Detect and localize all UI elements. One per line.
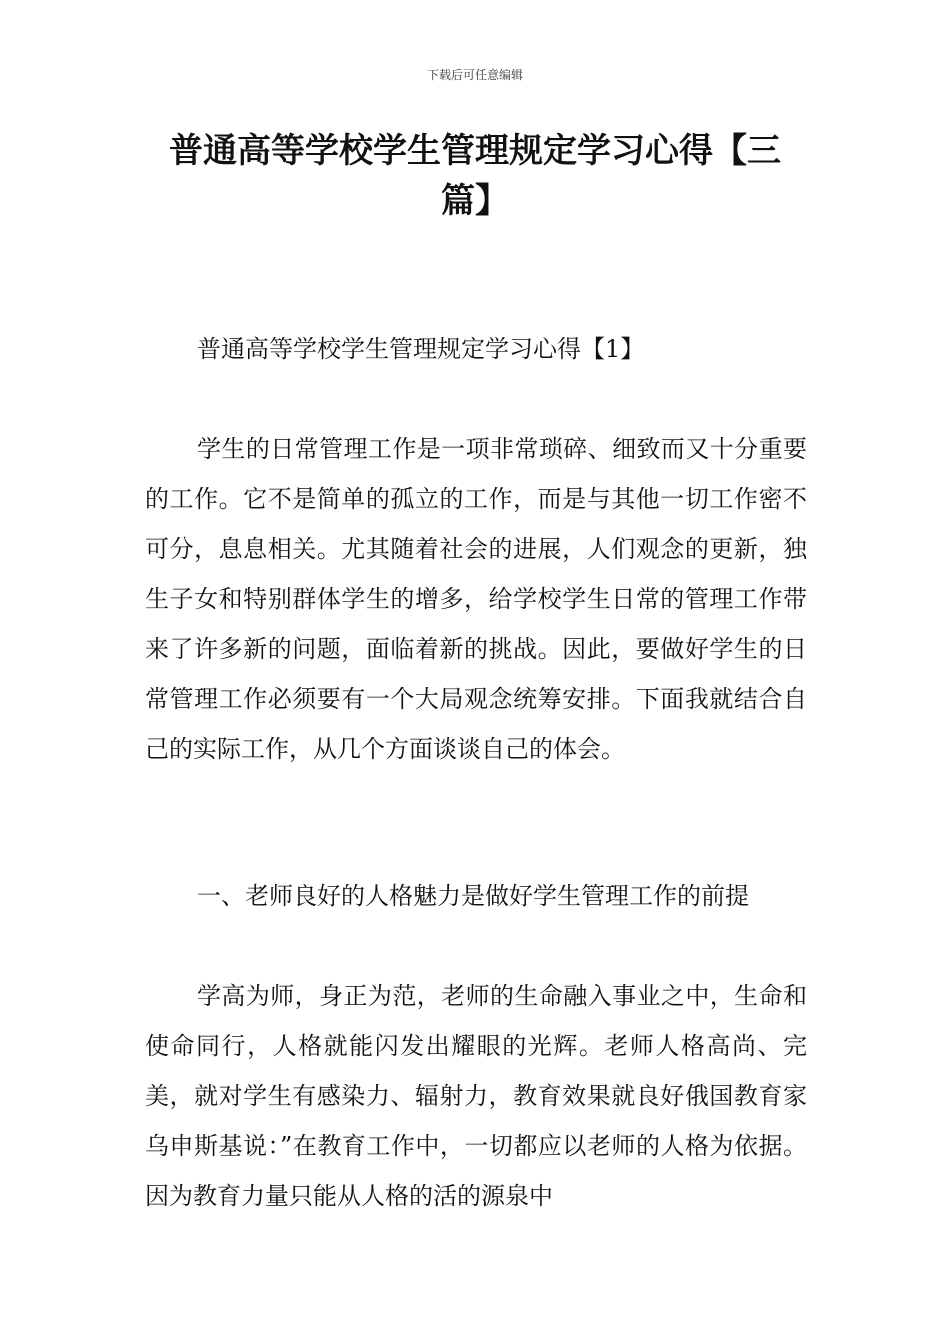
paragraph-intro: 学生的日常管理工作是一项非常琐碎、细致而又十分重要的工作。它不是简单的孤立的工作，而是与其他一切工作密不可分，息息相关。尤其随着社会的进展，人们观念的更新，独生子女和特别群体学生的增多，给学校学生日常的管理工作带来了许多新的问题，面临着新的挑战。因此，要做好学生的日常管理工作必须要有一个大局观念统筹安排。下面我就结合自己的实际工作，从几个方面谈谈自己的体会。 [145, 435, 807, 763]
paragraph-teacher-personality: 学高为师，身正为范，老师的生命融入事业之中，生命和使命同行，人格就能闪发出耀眼的光辉。老师人格高尚、完美，就对学生有感染力、辐射力，教育效果就良好俄国教育家乌申斯基说：”在教育工作中，一切都应以老师的人格为依据。因为教育力量只能从人格的活的源泉中 [145, 982, 807, 1210]
section-title: 普通高等学校学生管理规定学习心得【1】 [197, 335, 645, 363]
section-heading: 一、老师良好的人格魅力是做好学生管理工作的前提 [197, 882, 749, 910]
document-title: 普通高等学校学生管理规定学习心得【三篇】 [169, 131, 781, 221]
download-note: 下载后可任意编辑 [426, 68, 523, 82]
